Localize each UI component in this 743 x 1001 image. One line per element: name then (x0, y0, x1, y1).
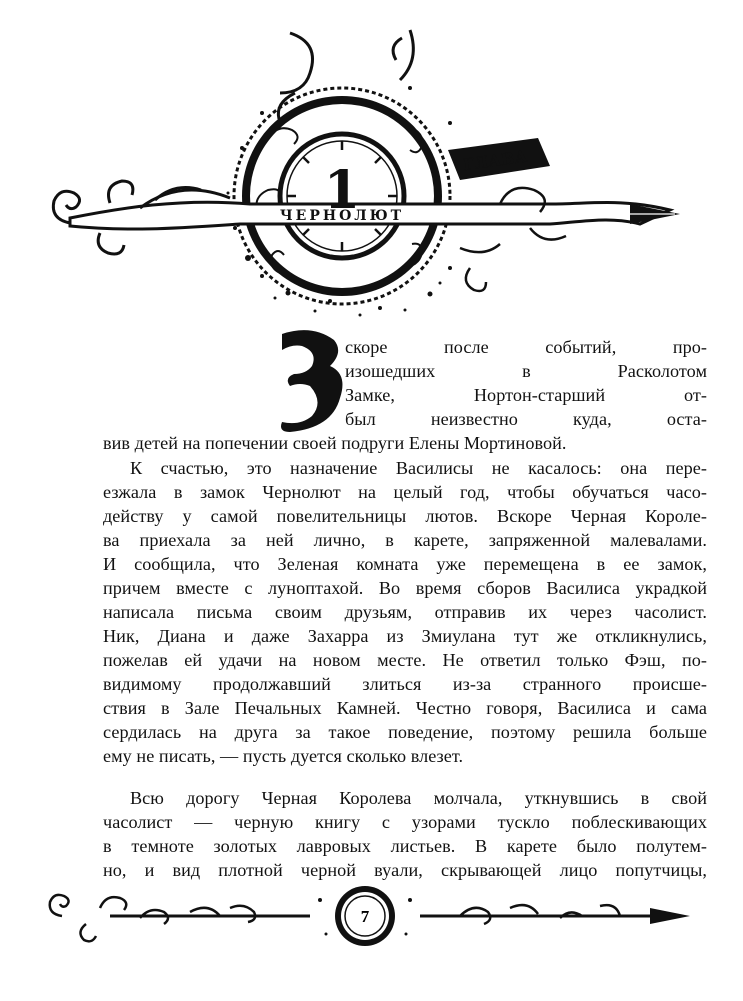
text-line: но, и вид плотной черной вуали, скрывающей лицо попутчицы, (103, 860, 707, 880)
text-line: ему не писать, — пусть дуется сколько влезет. (103, 746, 464, 766)
page-footer-ornament (40, 878, 700, 948)
chapter-number: 1 (323, 160, 361, 221)
text-line: часолист — черную книгу с узорами тускло поблескивающих (103, 812, 707, 832)
text-line: езжала в замок Чернолют на целый год, чтобы обучаться часо- (103, 482, 707, 502)
text-line: написала письма своим друзьям, отправив их через часолист. (103, 602, 707, 622)
text-line: изошедших в Расколотом (345, 361, 707, 381)
text-line: скоре после событий, про- (345, 337, 707, 357)
chapter-title: ЧЕРНОЛЮТ (279, 208, 405, 224)
chapter-word: ГЛАВА (461, 146, 529, 175)
page-number: 7 (360, 907, 370, 926)
text-line: К счастью, это назначение Василисы не касалось: она пере- (130, 458, 707, 478)
text-line: ва приехала за ней лично, в карете, запряженной малевалами. (103, 530, 707, 550)
text-line: вив детей на попечении своей подруги Елены Мортиновой. (103, 433, 567, 453)
drop-cap-letter (283, 330, 341, 432)
text-line: в темноте золотых лавровых листьев. В карете было полутем- (103, 836, 707, 856)
text-line: И сообщила, что Зеленая комната уже перемещена в ее замок, (103, 554, 707, 574)
text-line: причем вместе с луноптахой. Во время сборов Василиса украдкой (103, 578, 707, 598)
text-line: был неизвестно куда, оста- (345, 409, 707, 429)
text-line: Замке, Нортон-старший от- (345, 385, 707, 405)
text-line: действу у самой повелительницы лютов. Вскоре Черная Короле- (103, 506, 707, 526)
text-line: видимому продолжавший злиться из-за странного происше- (103, 674, 707, 694)
text-line: пожелав ей удачи на новом месте. Не ответил только Фэш, по- (103, 650, 707, 670)
text-line: ствия в Зале Печальных Камней. Честно говоря, Василиса и сама (103, 698, 707, 718)
chapter-header-ornament (30, 18, 710, 323)
text-line: Всю дорогу Черная Королева молчала, уткнувшись в свой (130, 788, 707, 808)
text-line: сердилась на друга за такое поведение, поэтому решила больше (103, 722, 707, 742)
text-line: Ник, Диана и даже Захарра из Змиулана тут же откликнулись, (103, 626, 707, 646)
